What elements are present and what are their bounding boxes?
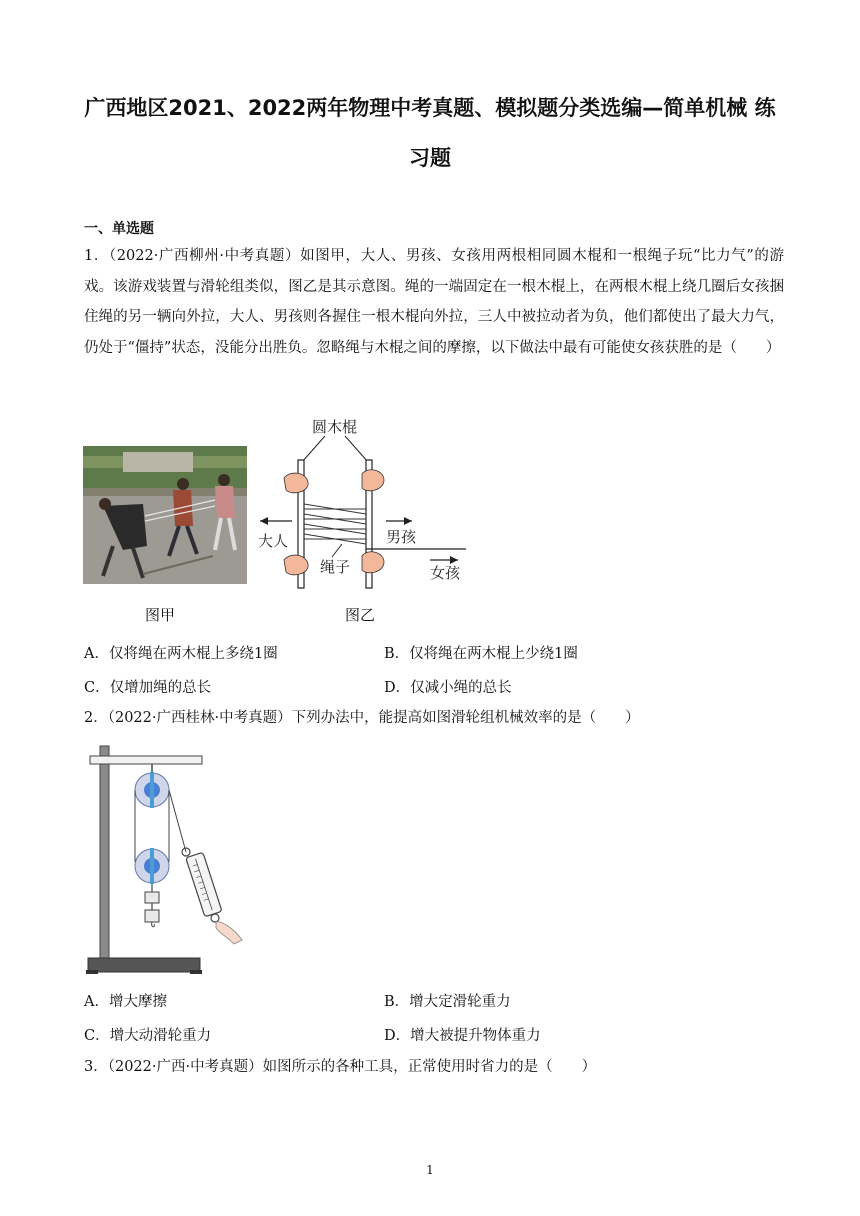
figure-a-photo — [83, 446, 247, 584]
label-girl: 女孩 — [430, 564, 461, 582]
label-stick: 圆木棍 — [312, 418, 358, 436]
figure-b-diagram — [250, 412, 475, 592]
q2-option-d: D．增大被提升物体重力 — [384, 1028, 541, 1044]
question-2-text: 2．（2022·广西桂林·中考真题）下列办法中，能提高如图滑轮组机械效率的是（ ） — [84, 710, 640, 726]
q2-option-a: A．增大摩擦 — [84, 994, 167, 1010]
pulley-system-figure — [84, 742, 254, 976]
title-line-1: 广西地区2021、2022两年物理中考真题、模拟题分类选编—简单机械 练 — [84, 96, 776, 120]
q1-option-c: C．仅增加绳的总长 — [84, 680, 212, 696]
page-number: 1 — [426, 1163, 434, 1177]
label-boy: 男孩 — [386, 528, 417, 546]
title-line-2: 习题 — [409, 146, 451, 170]
q2-option-b: B．增大定滑轮重力 — [384, 994, 511, 1010]
label-rope: 绳子 — [320, 558, 351, 576]
document-title — [60, 83, 800, 183]
figure-a-caption: 图甲 — [145, 606, 176, 624]
section-heading: 一、单选题 — [84, 221, 154, 237]
q1-option-b: B．仅将绳在两木棍上少绕1圈 — [384, 646, 578, 662]
question-3-text: 3．（2022·广西·中考真题）如图所示的各种工具，正常使用时省力的是（ ） — [84, 1059, 597, 1075]
q1-option-a: A．仅将绳在两木棍上多绕1圈 — [84, 646, 278, 662]
q2-option-c: C．增大动滑轮重力 — [84, 1028, 212, 1044]
label-adult: 大人 — [258, 532, 289, 550]
q1-option-d: D．仅减小绳的总长 — [384, 680, 512, 696]
figure-b-caption: 图乙 — [345, 606, 376, 624]
question-1-text: 1．（2022·广西柳州·中考真题）如图甲，大人、男孩、女孩用两根相同圆木棍和一根绳子玩“比力气”的游戏。该游戏装置与滑轮组类似，图乙是其示意图。绳的一端固定在一根木棍上，在两根木棍上绕几圈后女孩捆住绳的另一辆向外拉，大人、男孩则各握住一根木棍向外拉，三人中被拉动者为负，他们都使出了最大力气，仍处于“僵持”状态，没能分出胜负。忽略绳与木棍之间的摩擦，以下做法中最有可能使女孩获胜的是（ ） — [84, 248, 784, 356]
